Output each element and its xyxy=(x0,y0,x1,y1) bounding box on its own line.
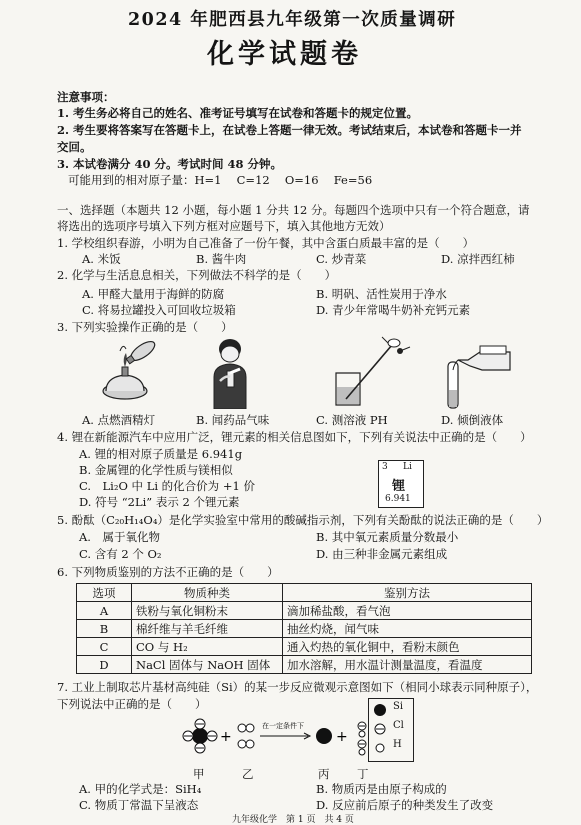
q1-option-d: D. 凉拌西红柿 xyxy=(441,252,515,266)
q3-option-a: A. 点燃酒精灯 xyxy=(82,413,156,427)
question-2: 2. 化学与生活息息相关，下列做法不科学的是（ ） xyxy=(57,268,337,282)
row-method: 加水溶解，用水温计测量温度，看温度 xyxy=(283,656,532,674)
q3-option-c: C. 测溶液 PH xyxy=(316,413,388,427)
note-3: 3. 本试卷满分 40 分。考试时间 48 分钟。 xyxy=(57,157,283,171)
q5-option-c: C. 含有 2 个 O₂ xyxy=(79,547,162,561)
q2-option-a: A. 甲醛大量用于海鲜的防腐 xyxy=(82,287,225,301)
label-jia: 甲 xyxy=(193,767,205,781)
q3-option-d: D. 倾倒液体 xyxy=(441,413,504,427)
row-substances: 铁粉与氧化铜粉末 xyxy=(132,602,283,620)
product-ding-molecules xyxy=(358,722,366,755)
row-method: 通入灼热的氧化铜中，看粉末颜色 xyxy=(283,638,532,656)
question-7: 7. 工业上制取芯片基材高纯硅（Si）的某一步反应微观示意图如下（相同小球表示同种原子）， xyxy=(57,680,538,694)
row-method: 抽丝灼烧，闻气味 xyxy=(283,620,532,638)
question-1: 1. 学校组织春游，小明为自己准备了一份午餐，其中含蛋白质最丰富的是（ ） xyxy=(57,236,475,250)
reactant-yi-molecules xyxy=(238,724,254,748)
svg-text:+: + xyxy=(336,729,348,745)
q4-option-c: C. Li₂O 中 Li 的化合价为 +1 价 xyxy=(79,479,255,493)
note-1: 1. 考生务必将自己的姓名、准考证号填写在试卷和答题卡的规定位置。 xyxy=(57,106,419,120)
table-row xyxy=(77,620,532,638)
header-option: 选项 xyxy=(77,584,132,602)
row-substances: NaCl 固体与 NaOH 固体 xyxy=(132,656,283,674)
label-ding: 丁 xyxy=(357,767,369,781)
alcohol-lamp-figure xyxy=(92,337,172,407)
svg-text:+: + xyxy=(220,729,232,745)
element-symbol: Li xyxy=(403,462,412,472)
notes-heading: 注意事项： xyxy=(57,90,115,104)
row-option: B xyxy=(77,620,132,638)
reactant-jia-molecule xyxy=(183,719,217,753)
q2-option-d: D. 青少年常喝牛奶补充钙元素 xyxy=(316,303,471,317)
row-substances: 棉纤维与羊毛纤维 xyxy=(132,620,283,638)
q3-option-b: B. 闻药品气味 xyxy=(196,413,270,427)
table-row xyxy=(77,656,532,674)
q2-option-b: B. 明矾、活性炭用于净水 xyxy=(316,287,447,301)
page-footer: 九年级化学 第 1 页 共 4 页 xyxy=(232,815,354,825)
q5-option-b: B. 其中氧元素质量分数最小 xyxy=(316,530,459,544)
question-4: 4. 锂在新能源汽车中应用广泛，锂元素的相关信息图如下，下列有关说法中正确的是（ ） xyxy=(57,430,532,444)
legend-cl: Cl xyxy=(393,720,404,731)
product-bing-atom xyxy=(316,728,332,744)
q7-option-b: B. 物质丙是由原子构成的 xyxy=(316,782,447,796)
row-substances: CO 与 H₂ xyxy=(132,638,283,656)
lithium-element-card xyxy=(378,460,424,508)
table-row xyxy=(77,638,532,656)
q1-option-b: B. 酱牛肉 xyxy=(196,252,247,266)
question-5: 5. 酚酞（C₂₀H₁₄O₄）是化学实验室中常用的酸碱指示剂，下列有关酚酞的说法正确的是（ ） xyxy=(57,513,549,527)
header-method: 鉴别方法 xyxy=(283,584,532,602)
table-header-row xyxy=(77,584,532,602)
element-name: 锂 xyxy=(392,479,406,494)
pouring-liquid-figure xyxy=(440,340,520,410)
atom-legend xyxy=(368,698,414,762)
smelling-figure xyxy=(200,337,260,409)
atomic-masses: 可能用到的相对原子量：H=1 C=12 O=16 Fe=56 xyxy=(68,173,373,187)
question-6: 6. 下列物质鉴别的方法不正确的是（ ） xyxy=(57,565,279,579)
question-7-cont: 下列说法中正确的是（ ） xyxy=(57,697,207,711)
q7-option-c: C. 物质丁常温下呈液态 xyxy=(79,798,199,812)
exam-title: 2024 年肥西县九年级第一次质量调研 xyxy=(128,10,457,30)
exam-subtitle: 化学试题卷 xyxy=(207,39,362,70)
question-3: 3. 下列实验操作正确的是（ ） xyxy=(57,320,233,334)
row-method: 滴加稀盐酸，看气泡 xyxy=(283,602,532,620)
q5-option-d: D. 由三种非金属元素组成 xyxy=(316,547,448,561)
table-row xyxy=(77,602,532,620)
q2-option-c: C. 将易拉罐投入可回收垃圾箱 xyxy=(82,303,236,317)
q4-option-d: D. 符号 “2Li” 表示 2 个锂元素 xyxy=(79,495,240,509)
section-intro: 一、选择题（本题共 12 小题，每小题 1 分共 12 分。每题四个选项中只有一个符合题意，请 xyxy=(57,203,530,217)
identification-table xyxy=(76,583,532,674)
ph-test-figure xyxy=(326,335,416,409)
label-yi: 乙 xyxy=(242,767,254,781)
atomic-number: 3 xyxy=(382,462,388,472)
q7-option-a: A. 甲的化学式是：SiH₄ xyxy=(79,782,202,796)
header-substances: 物质种类 xyxy=(132,584,283,602)
note-2-cont: 交回。 xyxy=(57,140,92,154)
row-option: A xyxy=(77,602,132,620)
label-bing: 丙 xyxy=(318,767,330,781)
row-option: D xyxy=(77,656,132,674)
atomic-mass: 6.941 xyxy=(385,494,411,504)
q5-option-a: A. 属于氧化物 xyxy=(79,530,160,544)
note-2: 2. 考生要将答案写在答题卡上，在试卷上答题一律无效。考试结束后，本试卷和答题卡一并 xyxy=(57,123,522,137)
q4-option-a: A. 锂的相对原子质量是 6.941g xyxy=(79,447,243,461)
q1-option-c: C. 炒青菜 xyxy=(316,252,367,266)
q7-option-d: D. 反应前后原子的种类发生了改变 xyxy=(316,798,494,812)
legend-icons xyxy=(373,703,387,757)
q1-option-a: A. 米饭 xyxy=(82,252,121,266)
reaction-condition: 在一定条件下 xyxy=(262,722,304,730)
legend-si: Si xyxy=(393,701,404,712)
row-option: C xyxy=(77,638,132,656)
q4-option-b: B. 金属锂的化学性质与镁相似 xyxy=(79,463,233,477)
section-intro-cont: 将选出的选项序号填入下列方框对应题号下，填入其他地方无效） xyxy=(57,219,391,233)
legend-h: H xyxy=(393,739,402,750)
